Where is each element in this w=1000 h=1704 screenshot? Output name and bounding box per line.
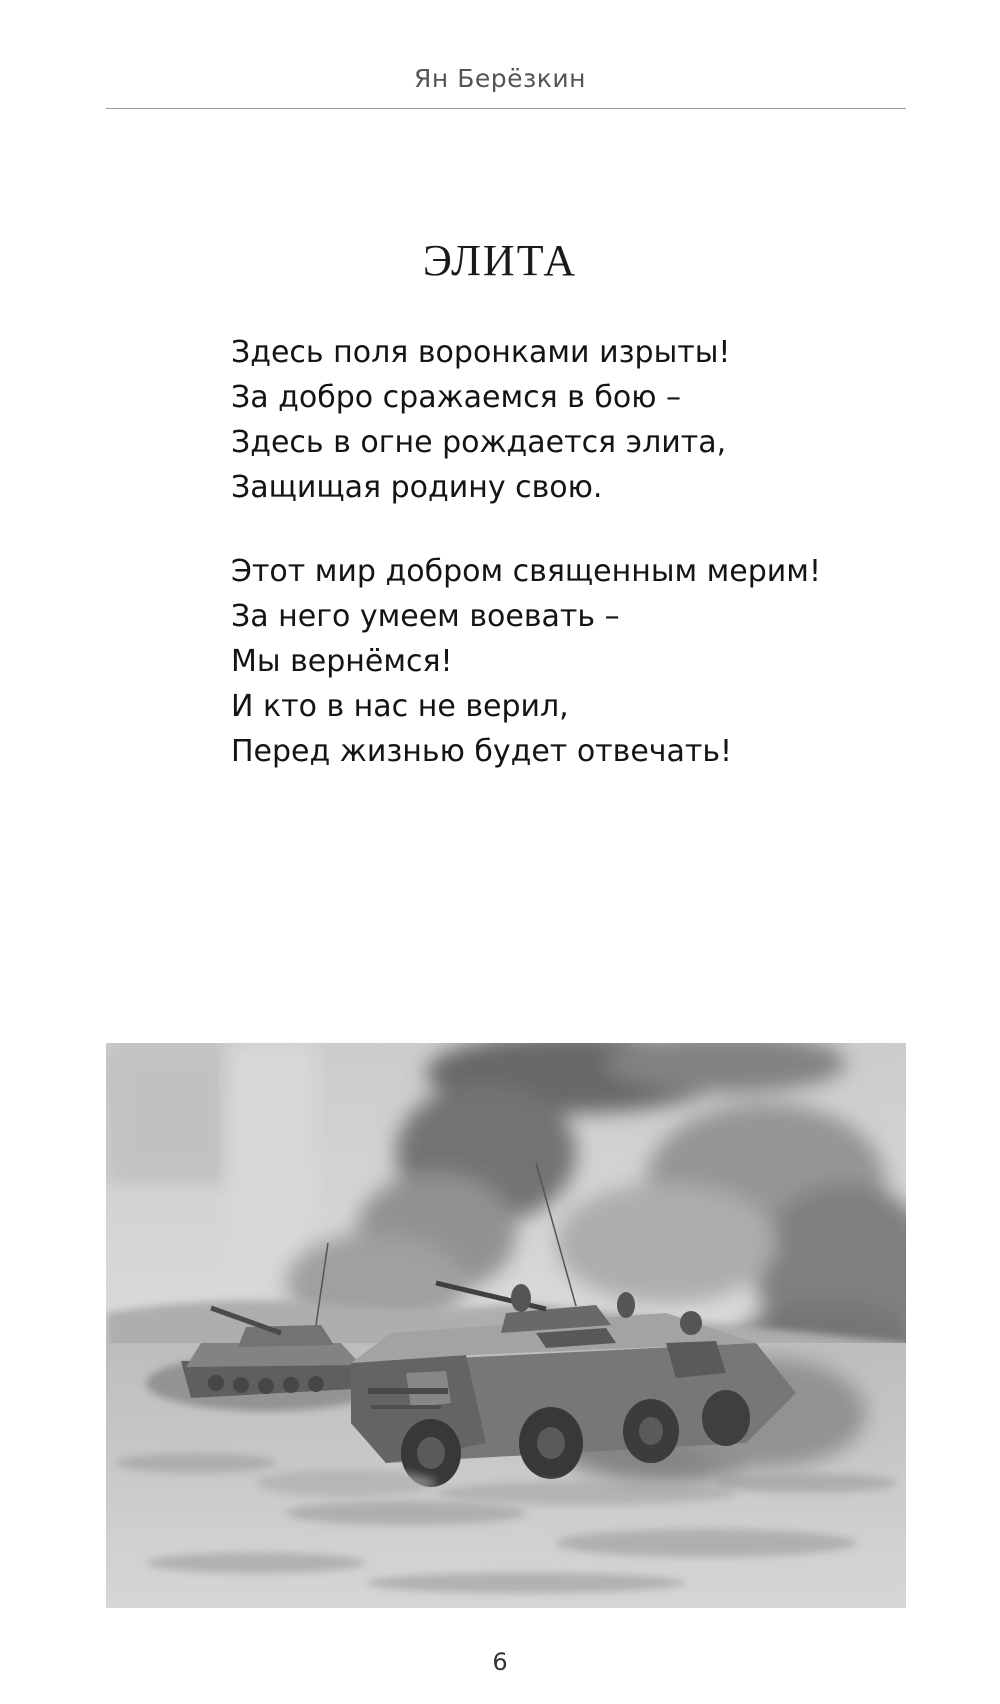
poem-line: Перед жизнью будет отвечать! <box>231 734 733 769</box>
stanza-1 <box>231 330 931 510</box>
poem-title: ЭЛИТА <box>422 236 578 285</box>
page-number: 6 <box>492 1648 508 1676</box>
poem-line: И кто в нас не верил, <box>231 689 569 724</box>
poem-line: Здесь поля воронками изрыты! <box>231 335 731 370</box>
poem-line: За него умеем воевать – <box>231 599 620 634</box>
poem-line: Здесь в огне рождается элита, <box>231 425 727 460</box>
stanza-2 <box>231 549 931 774</box>
poem-line: Этот мир добром священным мерим! <box>231 554 821 589</box>
poem-body <box>231 330 931 813</box>
header-divider <box>106 108 906 109</box>
armored-vehicles-battle-illustration <box>106 1043 906 1608</box>
poem-line: Мы вернёмся! <box>231 644 453 679</box>
poem-line: Защищая родину свою. <box>231 470 603 505</box>
running-head-author: Ян Берёзкин <box>414 64 586 93</box>
poem-line: За добро сражаемся в бою – <box>231 380 682 415</box>
